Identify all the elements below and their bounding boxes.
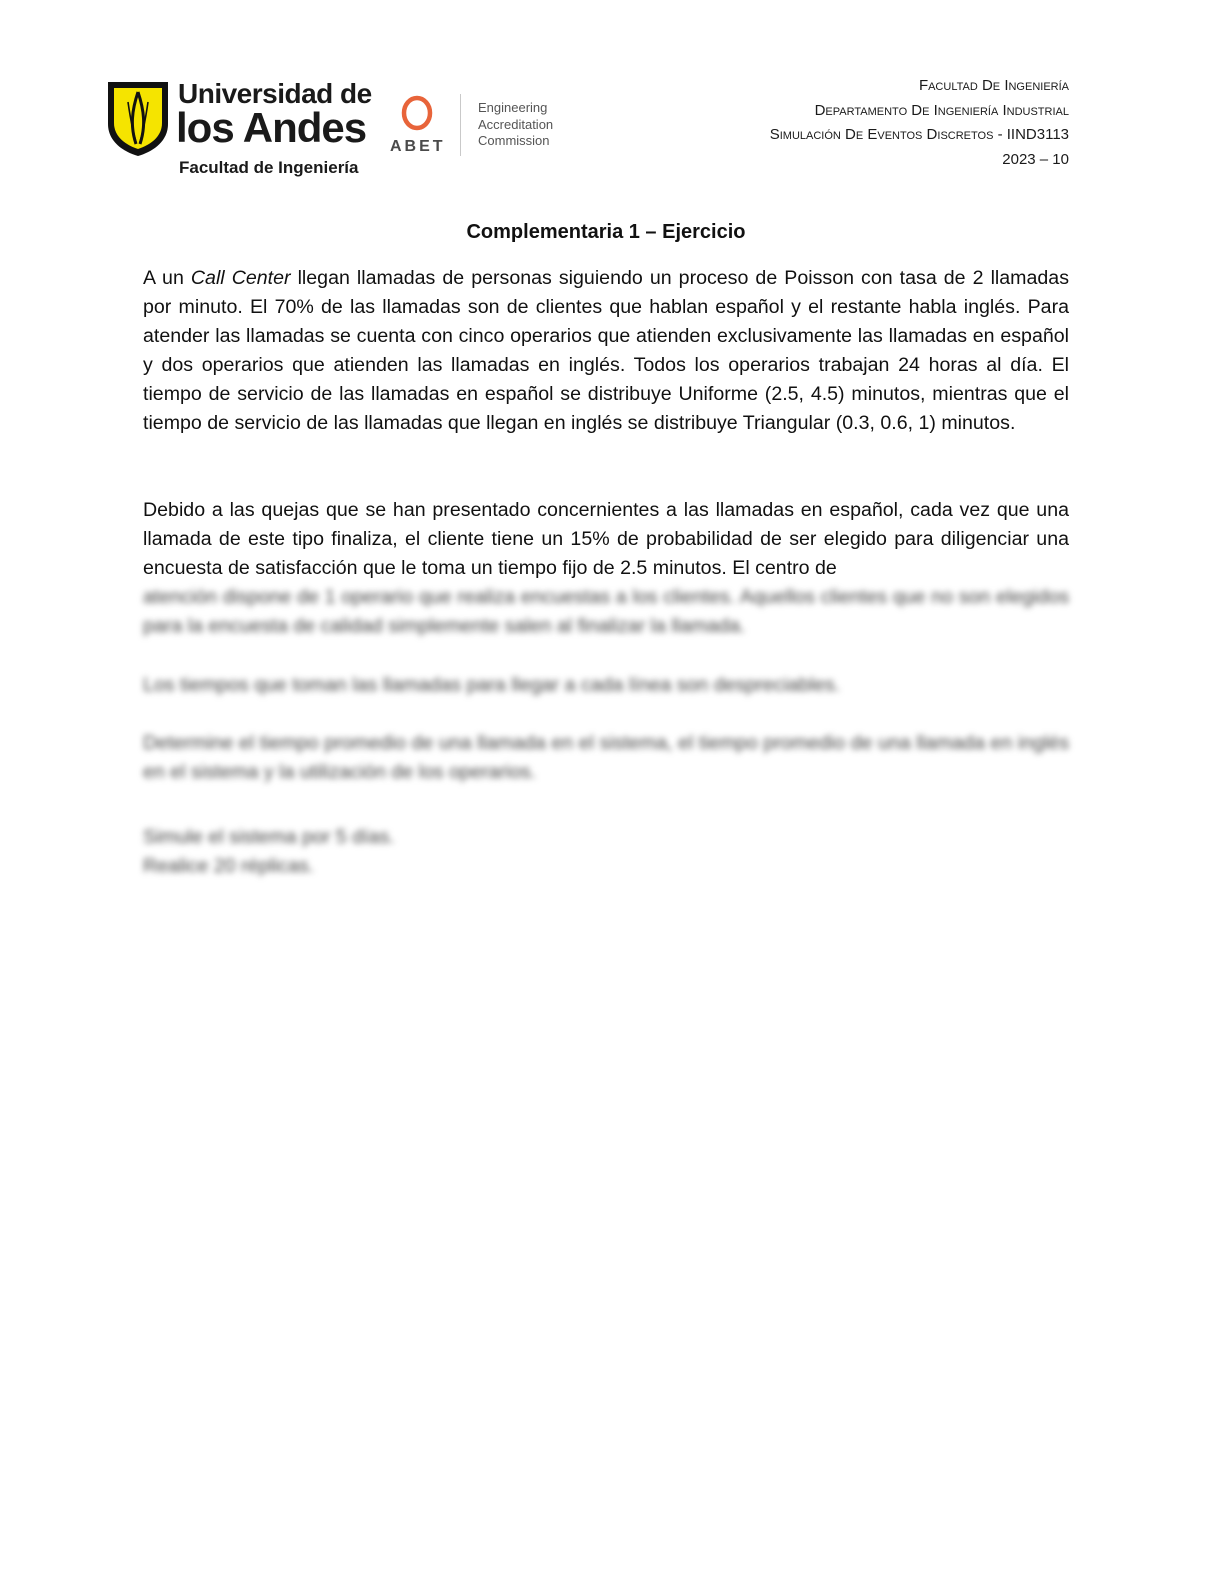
abet-caption-line: Commission: [478, 133, 550, 148]
university-name-line2: los Andes: [176, 104, 367, 151]
blurred-paragraph-travel-times: Los tiempos que toman las llamadas para llegar a cada línea son despreciables.: [143, 674, 841, 696]
course-label: Simulación De Eventos Discretos - IIND3113: [769, 126, 1069, 143]
blurred-paragraph-simulation-settings: [143, 823, 1069, 881]
faculty-label: Facultad De Ingeniería: [918, 77, 1069, 94]
term-label: 2023 – 10: [1002, 150, 1069, 168]
page-title: Complementaria 1 – Ejercicio: [466, 221, 746, 243]
blurred-line: Simule el sistema por 5 días.: [143, 826, 395, 848]
abet-caption-line: Engineering: [478, 100, 548, 115]
abet-divider: [460, 94, 461, 156]
abet-logo: [388, 92, 578, 162]
paragraph-italic-term: Call Center: [190, 267, 291, 289]
abet-caption-line: Accreditation: [478, 116, 554, 132]
blurred-line: Realice 20 réplicas.: [143, 855, 314, 878]
abet-caption: [478, 100, 553, 150]
department-label: Departamento De Ingeniería Industrial: [814, 101, 1069, 119]
paragraph-problem-statement: [143, 264, 1069, 439]
paragraph-survey-text: Debido a las quejas que se han presentado concernientes a las llamadas en español, cada vez que una llamada de este tipo finaliza, el cliente tiene un 15% de probabilidad de ser elegido para diligenciar una encuesta de satisfacción que le toma un tiempo fijo de 2.5 minutos. El centro de: [143, 499, 1069, 580]
blurred-paragraph-question: Determine el tiempo promedio de una llamada en el sistema, el tiempo promedio de una llamada en inglés en el sistema y la utilización de los operarios.: [143, 732, 1069, 784]
paragraph-survey: [143, 496, 1069, 583]
blurred-paragraph-survey-continuation: atención dispone de 1 operario que realiza encuestas a los clientes. Aquellos clientes que no son elegidos para la encuesta de calidad simplemente salen al finalizar la llamada.: [143, 586, 1069, 638]
paragraph-body: llegan llamadas de personas siguiendo un proceso de Poisson con tasa de 2 llamadas por minuto. El 70% de las llamadas son de clientes que hablan español y el restante habla inglés. Para atender las llamadas se cuenta con cinco operarios que atienden exclusivamente las llamadas en español y dos operarios que atienden las llamadas en inglés. Todos los operarios trabajan 24 horas al día. El tiempo de servicio de las llamadas en español se distribuye Uniforme (2.5, 4.5) minutos, mientras que el tiempo de servicio de las llamadas que llegan en inglés se distribuye Triangular (0.3, 0.6, 1) minutos.: [143, 267, 1069, 435]
uniandes-shield-icon: [106, 80, 170, 158]
university-name-line1: Universidad de: [178, 78, 372, 109]
abet-wordmark: ABET: [390, 138, 446, 155]
header-info: [770, 74, 1069, 172]
abet-ring-icon: [400, 94, 434, 132]
paragraph-lead: A un: [143, 267, 191, 289]
faculty-name: Facultad de Ingeniería: [179, 158, 359, 177]
uniandes-logo: [106, 78, 372, 182]
